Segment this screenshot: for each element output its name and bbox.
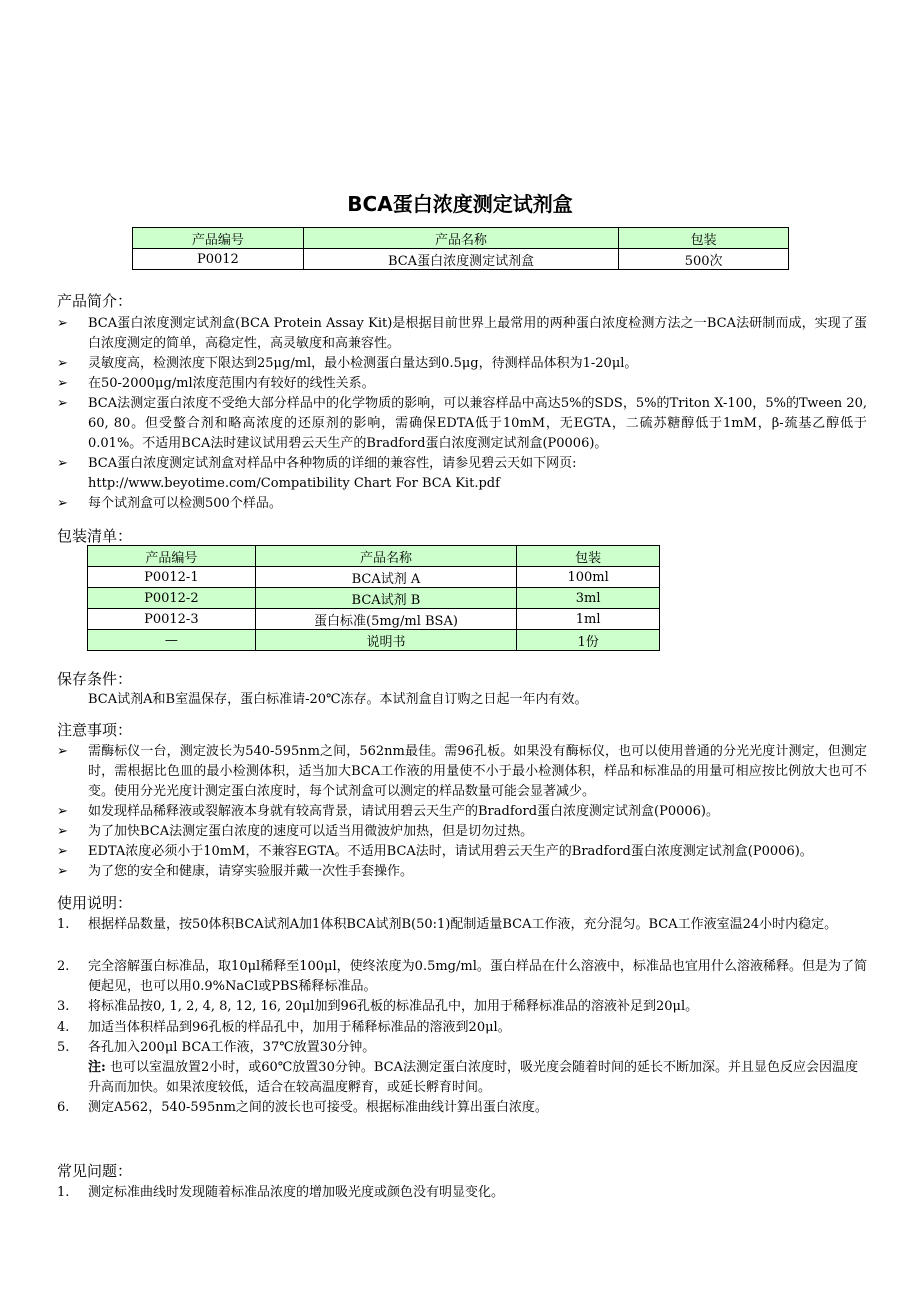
bullet-arrow-icon: ➢ <box>57 356 68 371</box>
usage-note-label: 注: <box>88 1060 106 1075</box>
storage-text: BCA试剂A和B室温保存，蛋白标准请-20℃冻存。本试剂盒自订购之日起一年内有效。 <box>88 692 588 707</box>
usage-step <box>57 1098 867 1118</box>
usage-heading: 使用说明： <box>57 894 133 912</box>
step-number: 1. <box>57 917 70 932</box>
intro-item-text: BCA法测定蛋白浓度不受绝大部分样品中的化学物质的影响，可以兼容样品中高达5%的SDS，5%的Triton X-100，5%的Tween 20, 60, 80。但受螯合剂和略高浓度的还原剂的影响，需确保EDTA低于10mM，无EGTA，二硫苏糖醇低于1mM，β-巯基乙醇低于0.01%。不适用BCA法时建议试用碧云天生产的Bradford蛋白浓度测定试剂盒(P0006)。 <box>88 396 867 451</box>
table-cell: P0012 <box>133 249 304 270</box>
table-cell: 1份 <box>517 630 660 651</box>
table-cell: BCA试剂 B <box>255 588 517 609</box>
intro-item <box>57 354 867 374</box>
bullet-arrow-icon: ➢ <box>57 316 68 331</box>
table-header-cell: 包装 <box>517 546 660 567</box>
bullet-arrow-icon: ➢ <box>57 844 68 859</box>
notes-item-text: 为了您的安全和健康，请穿实验服并戴一次性手套操作。 <box>88 864 414 879</box>
intro-item-text: 在50-2000μg/ml浓度范围内有较好的线性关系。 <box>88 376 375 391</box>
notes-item <box>57 802 867 822</box>
table-row <box>88 630 660 651</box>
table-cell: 100ml <box>517 567 660 588</box>
bullet-arrow-icon: ➢ <box>57 376 68 391</box>
document-title: BCA蛋白浓度测定试剂盒 <box>347 192 573 216</box>
bullet-arrow-icon: ➢ <box>57 864 68 879</box>
intro-item <box>57 394 867 454</box>
notes-item <box>57 742 867 802</box>
table-cell: 说明书 <box>255 630 517 651</box>
notes-item <box>57 842 867 862</box>
table-cell: 3ml <box>517 588 660 609</box>
bullet-arrow-icon: ➢ <box>57 396 68 411</box>
usage-note <box>88 1058 868 1098</box>
intro-item-text: 灵敏度高，检测浓度下限达到25μg/ml，最小检测蛋白量达到0.5μg，待测样品体积为1-20μl。 <box>88 356 638 371</box>
usage-step-text: 完全溶解蛋白标准品，取10μl稀释至100μl，使终浓度为0.5mg/ml。蛋白样品在什么溶液中，标准品也宜用什么溶液稀释。但是为了简便起见，也可以用0.9%NaCl或PBS稀释标准品。 <box>88 959 867 994</box>
faq-item <box>57 1183 867 1203</box>
intro-item <box>57 374 867 394</box>
usage-step-text: 加适当体积样品到96孔板的样品孔中，加用于稀释标准品的溶液到20μl。 <box>88 1020 511 1035</box>
table-cell: P0012-2 <box>88 588 256 609</box>
intro-item <box>57 494 867 514</box>
bullet-arrow-icon: ➢ <box>57 744 68 759</box>
table-header-cell: 产品编号 <box>133 228 304 249</box>
table-row <box>88 609 660 630</box>
table-header-row <box>88 546 660 567</box>
usage-step <box>57 915 867 935</box>
usage-step <box>57 1038 867 1058</box>
bullet-arrow-icon: ➢ <box>57 456 68 471</box>
table-header-cell: 产品名称 <box>255 546 517 567</box>
notes-item <box>57 822 867 842</box>
table-cell: — <box>88 630 256 651</box>
usage-step <box>57 997 867 1017</box>
usage-step <box>57 957 867 997</box>
table-row <box>88 588 660 609</box>
table-cell: P0012-1 <box>88 567 256 588</box>
packing-heading: 包装清单： <box>57 527 133 545</box>
intro-item <box>57 454 867 494</box>
intro-item-text: BCA蛋白浓度测定试剂盒对样品中各种物质的详细的兼容性，请参见碧云天如下网页: http://www.beyotime.com/Compatibility Chart For BCA Kit.pdf <box>88 456 577 491</box>
product-table <box>132 227 789 270</box>
notes-heading: 注意事项： <box>57 721 133 739</box>
usage-note-text: 也可以室温放置2小时，或60℃放置30分钟。BCA法测定蛋白浓度时，吸光度会随着时间的延长不断加深。并且显色反应会因温度升高而加快。如果浓度较低，适合在较高温度孵育，或延长孵育时间。 <box>88 1060 858 1095</box>
usage-step <box>57 1018 867 1038</box>
notes-item <box>57 862 867 882</box>
step-number: 6. <box>57 1100 70 1115</box>
table-header-cell: 产品名称 <box>303 228 618 249</box>
usage-step-text: 将标准品按0, 1, 2, 4, 8, 12, 16, 20μl加到96孔板的标准品孔中，加用于稀释标准品的溶液补足到20μl。 <box>88 999 699 1014</box>
table-header-cell: 包装 <box>619 228 789 249</box>
faq-heading: 常见问题： <box>57 1162 133 1180</box>
notes-item-text: 如发现样品稀释液或裂解液本身就有较高背景，请试用碧云天生产的Bradford蛋白浓度测定试剂盒(P0006)。 <box>88 804 719 819</box>
notes-item-text: 为了加快BCA法测定蛋白浓度的速度可以适当用微波炉加热，但是切勿过热。 <box>88 824 534 839</box>
intro-item-text: 每个试剂盒可以检测500个样品。 <box>88 496 282 511</box>
bullet-arrow-icon: ➢ <box>57 804 68 819</box>
bullet-arrow-icon: ➢ <box>57 496 68 511</box>
packing-table <box>87 545 660 651</box>
bullet-arrow-icon: ➢ <box>57 824 68 839</box>
table-cell: 蛋白标准(5mg/ml BSA) <box>255 609 517 630</box>
table-cell: BCA试剂 A <box>255 567 517 588</box>
table-header-row <box>133 228 789 249</box>
table-row <box>133 249 789 270</box>
table-cell: BCA蛋白浓度测定试剂盒 <box>303 249 618 270</box>
table-cell: P0012-3 <box>88 609 256 630</box>
table-row <box>88 567 660 588</box>
faq-number: 1. <box>57 1185 70 1200</box>
intro-item <box>57 314 867 354</box>
intro-heading: 产品简介： <box>57 292 133 310</box>
notes-item-text: 需酶标仪一台，测定波长为540-595nm之间，562nm最佳。需96孔板。如果没有酶标仪，也可以使用普通的分光光度计测定，但测定时，需根据比色皿的最小检测体积，适当加大BCA工作液的用量使不小于最小检测体积，样品和标准品的用量可相应按比例放大也可不变。使用分光光度计测定蛋白浓度时，每个试剂盒可以测定的样品数量可能会显著减少。 <box>88 744 867 799</box>
step-number: 5. <box>57 1040 70 1055</box>
usage-step-text: 测定A562，540-595nm之间的波长也可接受。根据标准曲线计算出蛋白浓度。 <box>88 1100 548 1115</box>
step-number: 2. <box>57 959 70 974</box>
storage-heading: 保存条件： <box>57 670 133 688</box>
table-header-cell: 产品编号 <box>88 546 256 567</box>
step-number: 4. <box>57 1020 70 1035</box>
usage-step-text: 根据样品数量，按50体积BCA试剂A加1体积BCA试剂B(50:1)配制适量BCA工作液，充分混匀。BCA工作液室温24小时内稳定。 <box>88 917 838 932</box>
table-cell: 1ml <box>517 609 660 630</box>
usage-step-text: 各孔加入200μl BCA工作液，37℃放置30分钟。 <box>88 1040 376 1055</box>
table-cell: 500次 <box>619 249 789 270</box>
intro-item-text: BCA蛋白浓度测定试剂盒(BCA Protein Assay Kit)是根据目前世界上最常用的两种蛋白浓度检测方法之一BCA法研制而成，实现了蛋白浓度测定的简单，高稳定性，高灵敏度和高兼容性。 <box>88 316 867 351</box>
step-number: 3. <box>57 999 70 1014</box>
notes-item-text: EDTA浓度必须小于10mM，不兼容EGTA。不适用BCA法时，请试用碧云天生产的Bradford蛋白浓度测定试剂盒(P0006)。 <box>88 844 813 859</box>
faq-item-text: 测定标准曲线时发现随着标准品浓度的增加吸光度或颜色没有明显变化。 <box>88 1185 505 1200</box>
